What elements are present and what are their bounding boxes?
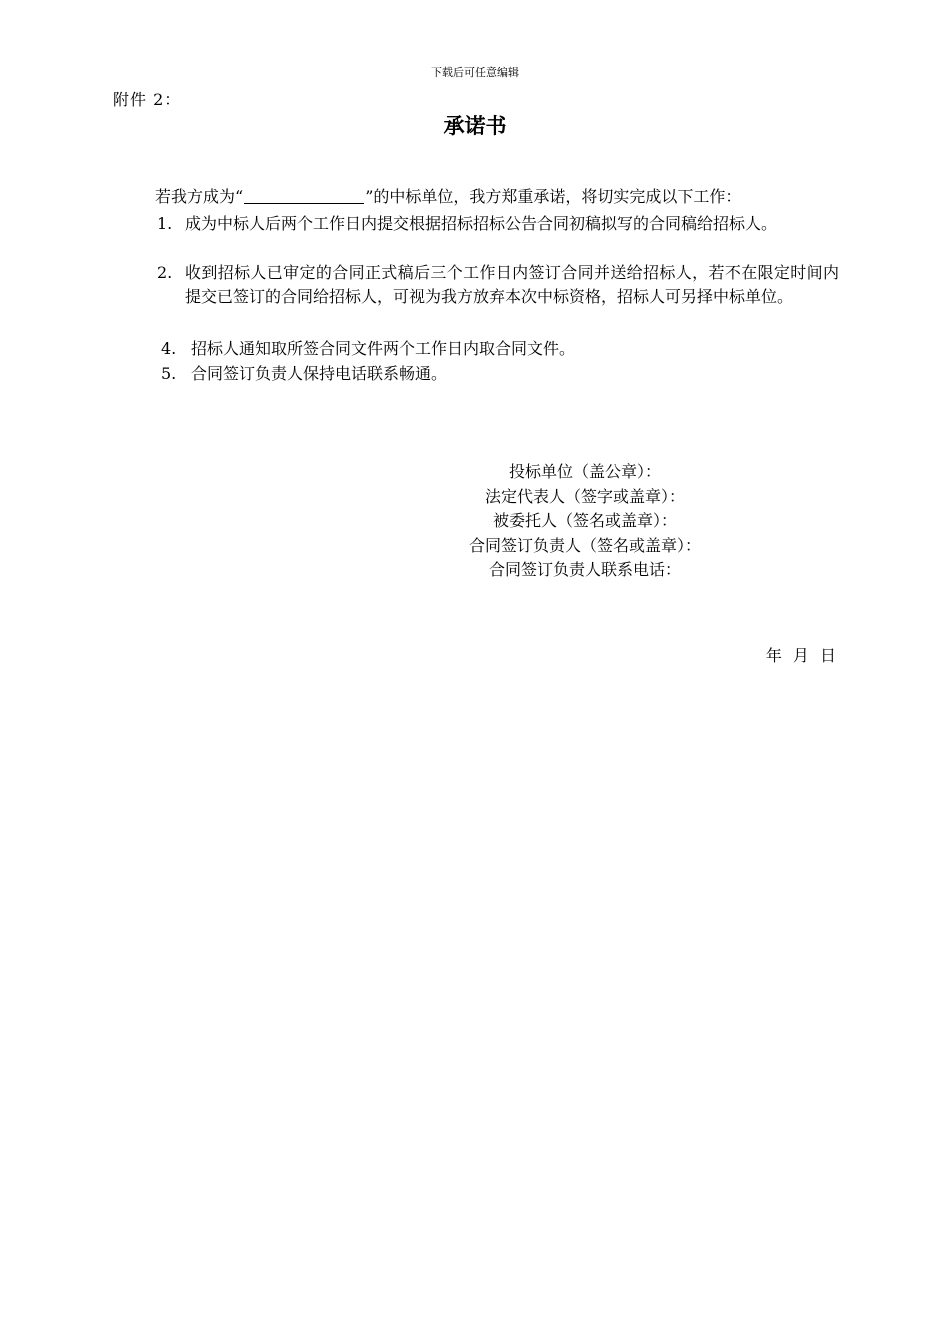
bidder-seal-line: 投标单位（盖公章）： — [508, 462, 661, 481]
item-text: 成为中标人后两个工作日内提交根据招标招标公告合同初稿拟写的合同稿给招标人。 — [185, 214, 778, 233]
commitment-item-2 — [155, 261, 839, 309]
intro-suffix: ”的中标单位，我方郑重承诺，将切实完成以下工作： — [365, 187, 742, 206]
intro-prefix: 若我方成为“ — [155, 187, 244, 206]
attachment-label: 附件 2： — [113, 90, 182, 109]
intro-paragraph — [155, 186, 855, 208]
list-item — [155, 212, 839, 236]
header-note: 下载后可任意编辑 — [431, 66, 519, 79]
item-number: 4. — [161, 339, 177, 358]
bid-name-blank — [244, 187, 364, 204]
commitment-item-1 — [155, 212, 839, 236]
commitment-item-4 — [155, 337, 839, 361]
page-title: 承诺书 — [443, 114, 507, 138]
item-number: 2. — [157, 263, 173, 282]
commitment-item-5 — [155, 362, 839, 386]
contract-signer-line: 合同签订负责人（签名或盖章）： — [468, 535, 701, 555]
list-item — [155, 337, 839, 361]
item-text: 招标人通知取所签合同文件两个工作日内取合同文件。 — [191, 339, 576, 358]
item-text: 收到招标人已审定的合同正式稿后三个工作日内签订合同并送给招标人，若不在限定时间内提交已签订的合同给招标人，可视为我方放弃本次中标资格，招标人可另择中标单位。 — [185, 263, 839, 306]
item-number: 5. — [161, 364, 177, 383]
date-line: 年 月 日 — [765, 646, 836, 665]
list-item — [155, 261, 839, 309]
signature-block — [300, 460, 870, 583]
authorized-person-line: 被委托人（签名或盖章）： — [492, 511, 677, 531]
item-number: 1. — [157, 214, 173, 233]
list-item — [155, 362, 839, 386]
contract-signer-phone-line: 合同签订负责人联系电话： — [488, 560, 681, 580]
item-text: 合同签订负责人保持电话联系畅通。 — [191, 364, 448, 383]
legal-representative-line: 法定代表人（签字或盖章）： — [484, 486, 685, 506]
